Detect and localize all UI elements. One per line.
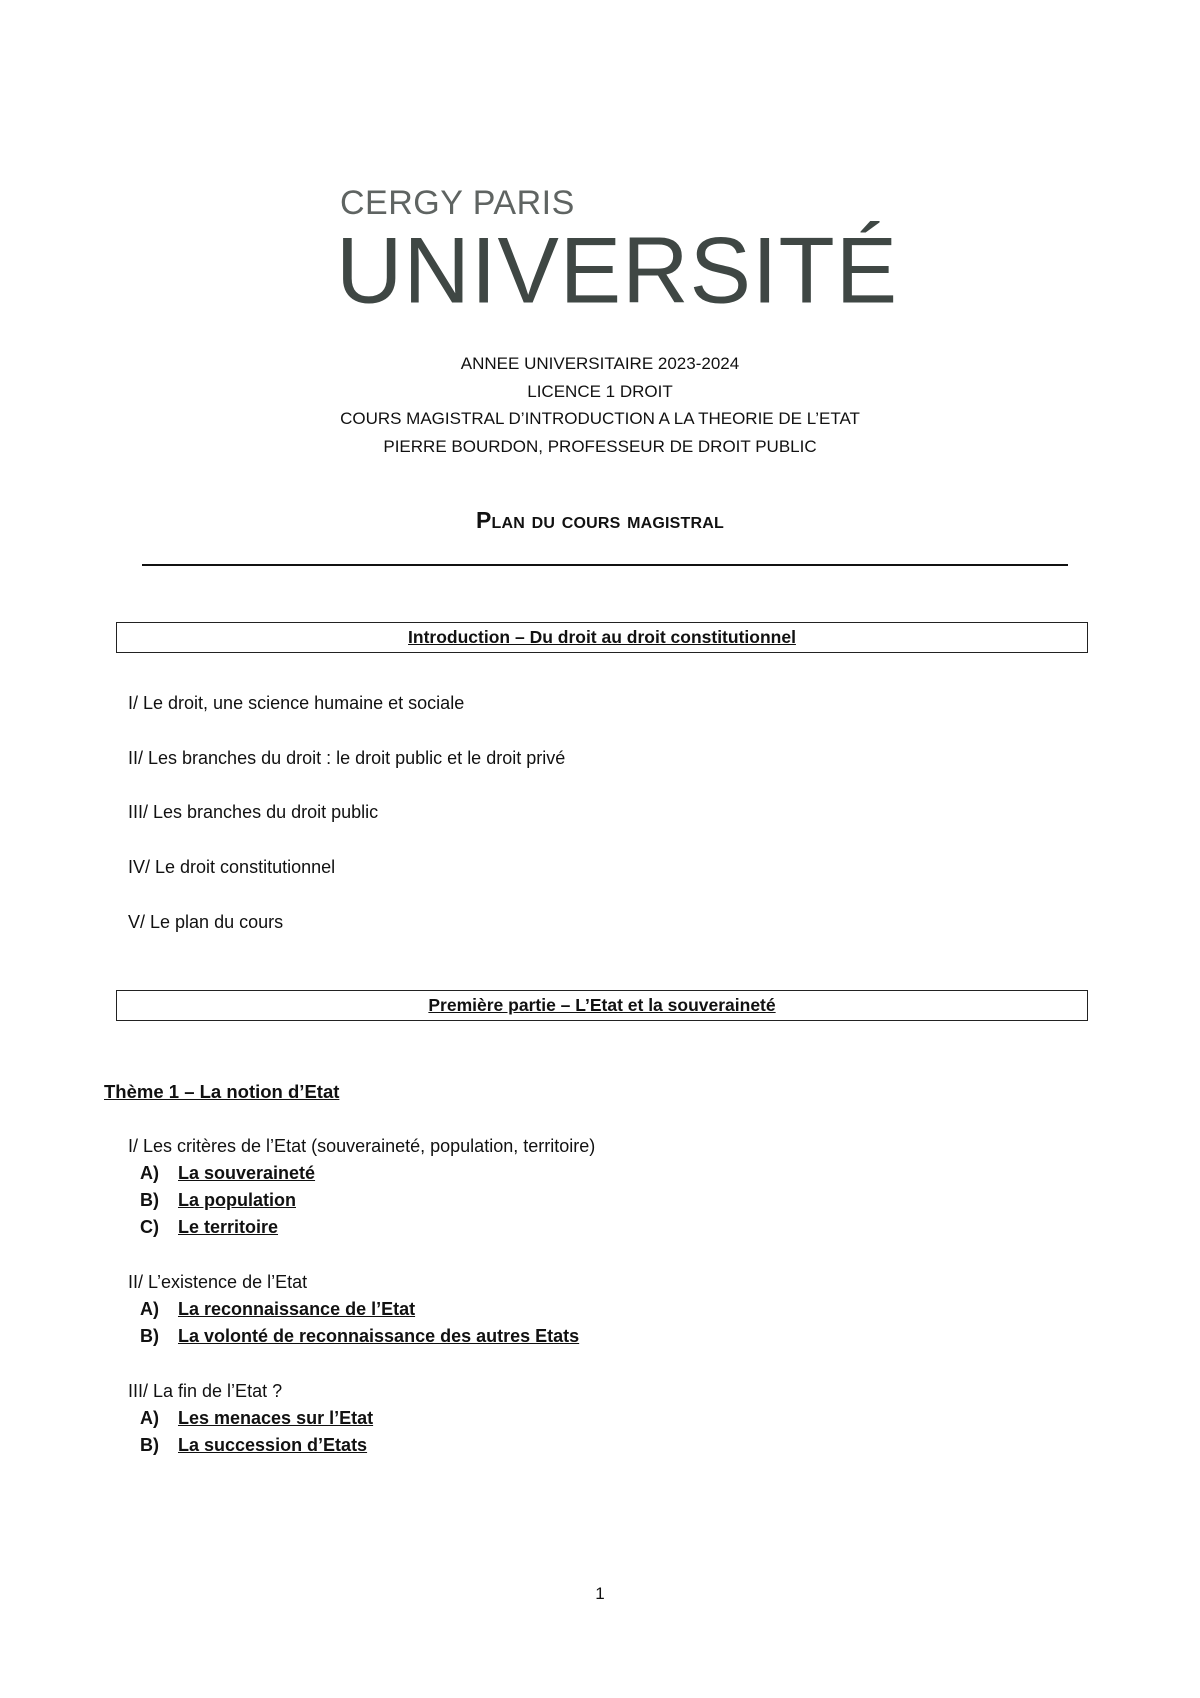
section-title: III/ La fin de l’Etat ? — [128, 1381, 283, 1401]
subsection-letter: B) — [140, 1435, 159, 1455]
university-logo-line1: CERGY PARIS — [340, 184, 575, 222]
subsection-item — [140, 1326, 579, 1347]
subsection-item — [140, 1217, 278, 1238]
part1-heading: Première partie – L’Etat et la souveraineté — [116, 990, 1088, 1021]
subsection-letter: A) — [140, 1408, 159, 1428]
subsection-item — [140, 1163, 315, 1184]
introduction-heading: Introduction – Du droit au droit constitutionnel — [116, 622, 1088, 653]
degree-level: LICENCE 1 DROIT — [527, 381, 673, 401]
intro-item: III/ Les branches du droit public — [128, 802, 379, 822]
subsection-letter: A) — [140, 1299, 159, 1319]
subsection-text: La population — [178, 1190, 296, 1210]
subsection-item — [140, 1408, 373, 1429]
subsection-item — [140, 1190, 296, 1211]
subsection-text: La volonté de reconnaissance des autres Etats — [178, 1326, 580, 1346]
subsection-item — [140, 1299, 415, 1320]
subsection-letter: B) — [140, 1190, 159, 1210]
academic-year: ANNEE UNIVERSITAIRE 2023-2024 — [460, 354, 740, 373]
subsection-letter: A) — [140, 1163, 159, 1183]
theme-title: Thème 1 – La notion d’Etat — [104, 1081, 340, 1102]
subsection-text: La souveraineté — [178, 1163, 316, 1183]
intro-item: IV/ Le droit constitutionnel — [128, 857, 336, 877]
subsection-text: La succession d’Etats — [178, 1435, 368, 1455]
intro-item: V/ Le plan du cours — [128, 912, 284, 932]
intro-item: II/ Les branches du droit : le droit public et le droit privé — [128, 748, 566, 768]
page-title: Plan du cours magistral — [476, 507, 724, 533]
subsection-text: La reconnaissance de l’Etat — [178, 1299, 416, 1319]
course-name: COURS MAGISTRAL D’INTRODUCTION A LA THEORIE DE L’ETAT — [340, 409, 860, 428]
section-title: I/ Les critères de l’Etat (souveraineté, population, territoire) — [128, 1136, 596, 1156]
intro-item: I/ Le droit, une science humaine et sociale — [128, 693, 465, 713]
title-divider — [142, 564, 1068, 566]
course-header — [0, 350, 1200, 460]
subsection-text: Le territoire — [178, 1217, 279, 1237]
subsection-letter: C) — [140, 1217, 159, 1237]
professor-name: PIERRE BOURDON, PROFESSEUR DE DROIT PUBLIC — [383, 436, 817, 456]
page-number: 1 — [595, 1584, 605, 1603]
section-title: II/ L’existence de l’Etat — [128, 1272, 308, 1292]
subsection-text: Les menaces sur l’Etat — [178, 1408, 374, 1428]
subsection-letter: B) — [140, 1326, 159, 1346]
university-logo-line2: UNIVERSITÉ — [336, 218, 899, 323]
subsection-item — [140, 1435, 367, 1456]
